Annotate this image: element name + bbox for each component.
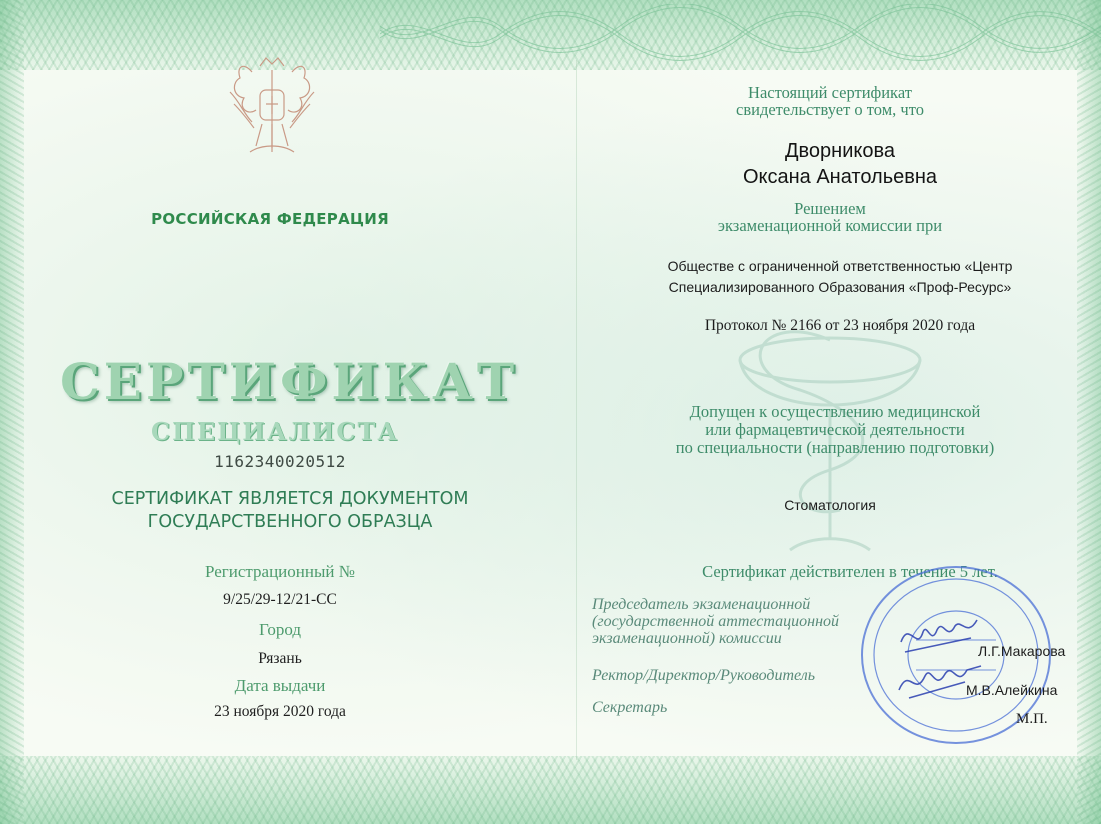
certificate-subtitle: СПЕЦИАЛИСТА — [151, 417, 399, 446]
notice-line: СЕРТИФИКАТ ЯВЛЯЕТСЯ ДОКУМЕНТОМ — [111, 489, 469, 509]
admission-line: или фармацевтической деятельности — [705, 420, 965, 439]
registration-label: Регистрационный № — [205, 562, 355, 581]
intro-line: Настоящий сертификат — [748, 83, 912, 102]
double-headed-eagle-emblem — [222, 52, 322, 162]
org-line: Специализированного Образования «Проф-Ресурс» — [668, 279, 1012, 295]
registration-value: 9/25/29-12/21-СС — [223, 591, 337, 608]
city-value: Рязань — [258, 650, 302, 667]
issue-date-label: Дата выдачи — [234, 676, 326, 695]
decision-text — [660, 200, 1000, 234]
country-heading: РОССИЙСКАЯ ФЕДЕРАЦИЯ — [151, 210, 389, 228]
decision-line: Решением — [794, 199, 866, 218]
chair-name: Л.Г.Макарова — [978, 643, 1066, 659]
page-fold-divider — [576, 60, 577, 760]
admission-line: Допущен к осуществлению медицинской — [689, 402, 981, 421]
admission-text — [620, 403, 1050, 457]
rector-label: Ректор/Директор/Руководитель — [592, 667, 816, 684]
notice-line: ГОСУДАРСТВЕННОГО ОБРАЗЦА — [147, 512, 433, 532]
org-line: Обществе с ограниченной ответственностью «Центр — [667, 258, 1013, 274]
guilloche-border-left — [0, 0, 24, 824]
serial-number: 1162340020512 — [214, 452, 346, 471]
chair-line: (государственной аттестационной — [592, 613, 840, 630]
seal-place-mark: М.П. — [1016, 711, 1048, 727]
guilloche-border-bottom — [0, 756, 1101, 824]
organization-name — [610, 256, 1070, 298]
holder-name — [690, 138, 990, 190]
chair-line: Председатель экзаменационной — [592, 596, 811, 613]
issue-date-value: 23 ноября 2020 года — [214, 703, 346, 720]
chair-line: экзаменационной) комиссии — [592, 630, 782, 647]
city-label: Город — [259, 620, 301, 639]
secretary-label: Секретарь — [592, 699, 668, 716]
rector-name: М.В.Алейкина — [966, 682, 1058, 698]
admission-line: по специальности (направлению подготовки) — [675, 438, 995, 457]
intro-text — [700, 84, 960, 118]
validity-text: Сертификат действителен в течение 5 лет. — [702, 562, 998, 581]
decision-line: экзаменационной комиссии при — [717, 216, 943, 235]
state-document-notice — [60, 488, 520, 534]
guilloche-border-right — [1077, 0, 1101, 824]
certificate-title: СЕРТИФИКАТ — [60, 352, 519, 411]
holder-surname: Дворникова — [784, 140, 896, 162]
guilloche-wave-ornament — [380, 4, 1101, 64]
holder-given-names: Оксана Анатольевна — [742, 166, 938, 188]
protocol-reference: Протокол № 2166 от 23 ноября 2020 года — [704, 317, 976, 334]
intro-line: свидетельствует о том, что — [736, 100, 924, 119]
specialty-value: Стоматология — [784, 497, 876, 513]
commission-chair-label — [592, 596, 892, 647]
